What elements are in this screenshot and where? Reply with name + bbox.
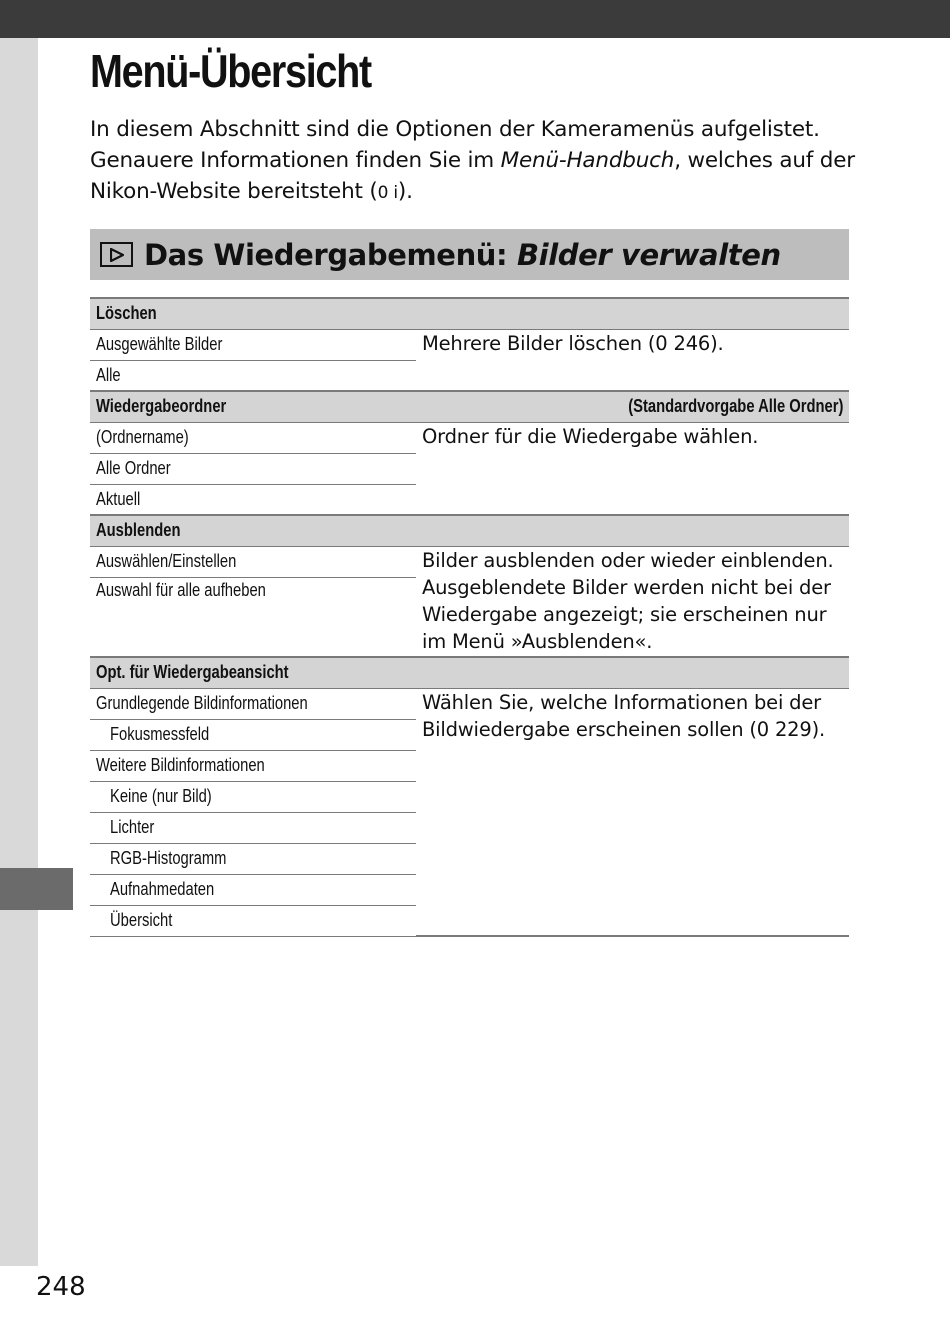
group-row-loeschen xyxy=(90,298,849,329)
option-cell: Aktuell xyxy=(90,484,416,515)
intro-paragraph xyxy=(90,114,860,209)
intro-page-reference: 0 i xyxy=(377,183,398,203)
default-value-note: (Standardvorgabe Alle Ordner) xyxy=(416,391,849,422)
menu-table xyxy=(90,297,849,937)
option-cell: Auswahl für alle aufheben xyxy=(90,577,416,657)
group-row-wiedergabeordner xyxy=(90,391,849,422)
group-row-ausblenden xyxy=(90,515,849,546)
group-label: Löschen xyxy=(90,298,849,329)
description-cell: Bilder ausblenden oder wieder einblenden. Ausgeblendete Bilder werden nicht bei der Wiedergabe angezeigt; sie erscheinen nur im Menü »Ausblenden«. xyxy=(416,546,849,657)
description-cell: Ordner für die Wiedergabe wählen. xyxy=(416,422,849,515)
group-label: Ausblenden xyxy=(90,515,849,546)
section-title-plain: Das Wiedergabemenü: xyxy=(144,237,517,272)
intro-text-1: In diesem Abschnitt sind die Optionen der Kameramenüs aufgelistet. Genauere Informationen finden Sie im xyxy=(90,117,820,173)
option-cell-sub: Übersicht xyxy=(90,905,416,936)
option-cell-sub: Fokusmessfeld xyxy=(90,719,416,750)
description-cell: Mehrere Bilder löschen (0 246). xyxy=(416,329,849,391)
playback-icon xyxy=(100,242,133,267)
side-margin-bar xyxy=(0,38,38,1266)
option-cell: Auswählen/Einstellen xyxy=(90,546,416,577)
page-number: 248 xyxy=(36,1272,86,1302)
chapter-tab-marker xyxy=(0,868,73,910)
default-value: Alle Ordner xyxy=(757,396,839,417)
option-cell: Grundlegende Bildinformationen xyxy=(90,688,416,719)
group-row-wiedergabeansicht xyxy=(90,657,849,688)
table-row xyxy=(90,422,849,453)
table-row xyxy=(90,329,849,360)
table-row xyxy=(90,546,849,577)
intro-text-end: ). xyxy=(397,179,413,204)
description-cell: Wählen Sie, welche Informationen bei der Bildwiedergabe erscheinen sollen (0 229). xyxy=(416,688,849,936)
table-row xyxy=(90,688,849,719)
option-cell-sub: Keine (nur Bild) xyxy=(90,781,416,812)
option-cell-sub: RGB-Histogramm xyxy=(90,843,416,874)
intro-manual-name: Menü-Handbuch xyxy=(500,148,675,173)
option-cell: Alle Ordner xyxy=(90,453,416,484)
option-cell: Weitere Bildinformationen xyxy=(90,750,416,781)
top-bar xyxy=(0,0,950,38)
option-cell: (Ordnername) xyxy=(90,422,416,453)
section-heading xyxy=(90,229,849,280)
option-cell: Ausgewählte Bilder xyxy=(90,329,416,360)
group-label: Opt. für Wiedergabeansicht xyxy=(90,657,849,688)
section-title-italic: Bilder verwalten xyxy=(516,237,781,272)
section-title xyxy=(144,238,781,272)
option-cell-sub: Lichter xyxy=(90,812,416,843)
option-cell: Alle xyxy=(90,360,416,391)
page-title: Menü-Übersicht xyxy=(90,45,371,97)
group-label: Wiedergabeordner xyxy=(90,391,416,422)
option-cell-sub: Aufnahmedaten xyxy=(90,874,416,905)
intro-text-2: , welches auf der Nikon-Website bereitsteht ( xyxy=(90,148,855,204)
